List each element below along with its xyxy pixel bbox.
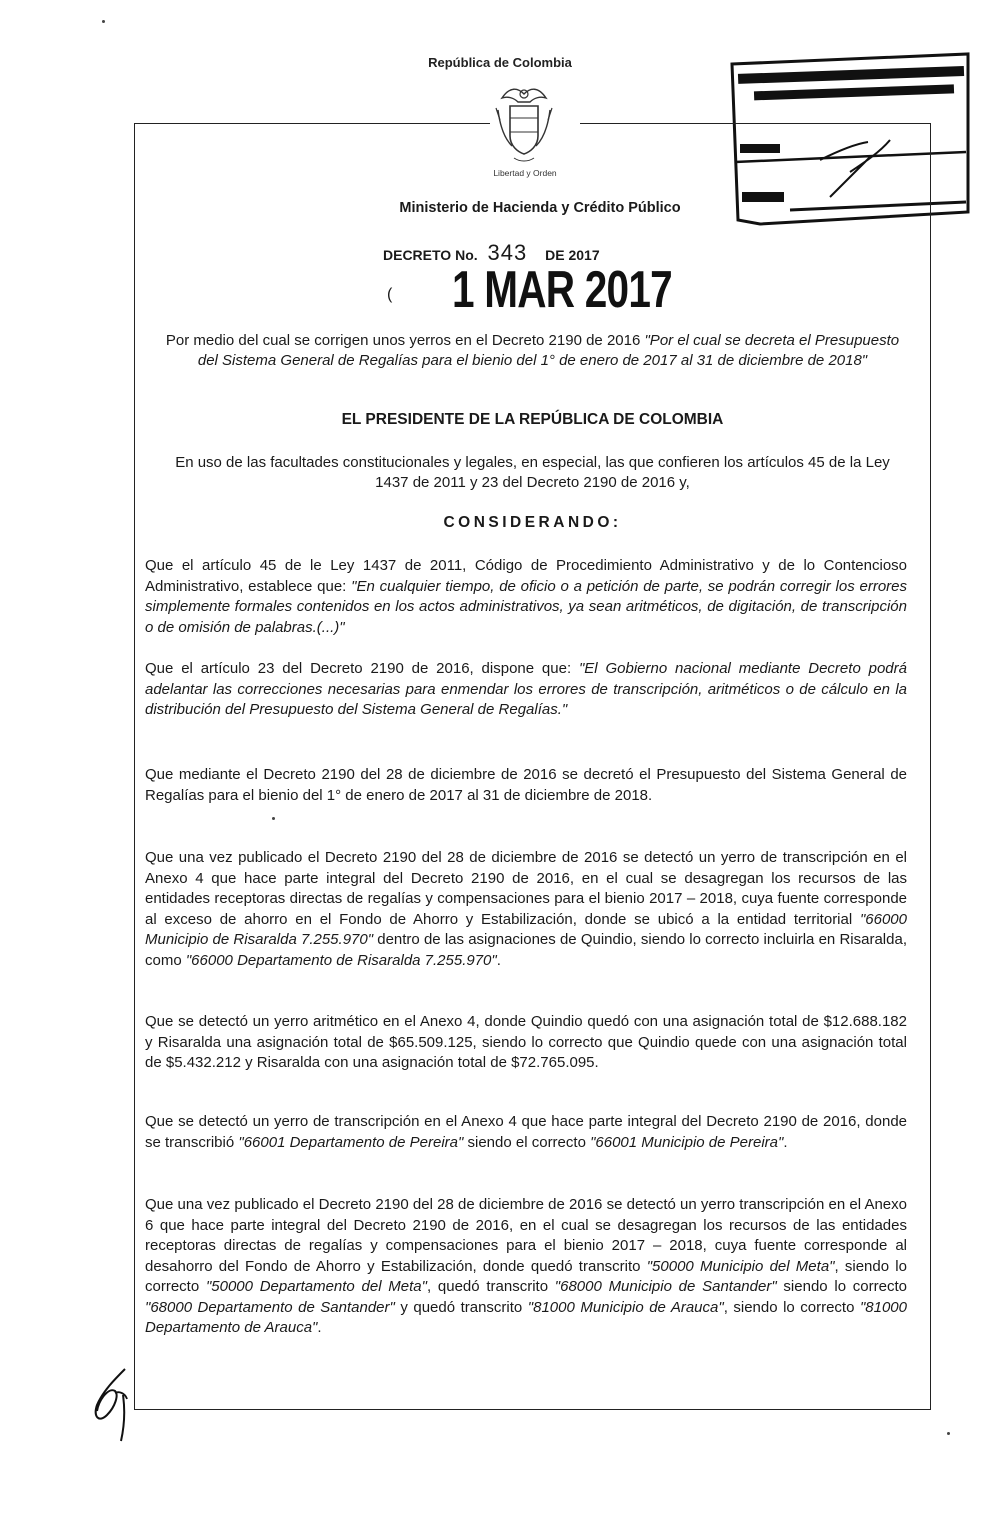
summary-text: Por medio del cual se corrigen unos yerros en el Decreto 2190 de 2016 xyxy=(165,332,645,349)
paragraph-6: Que se detectó un yerro de transcripción en el Anexo 4 que hace parte integral del Decreto 2190 de 2016, donde se transcribió "66001 Departamento de Pereira" siendo el correcto "66001 Municipio de Pereira". xyxy=(145,1113,907,1151)
decree-label: DECRETO No. xyxy=(383,247,478,263)
decree-number: 343 xyxy=(487,240,528,265)
paragraph-7: Que una vez publicado el Decreto 2190 del 28 de diciembre de 2016 se detectó un yerro transcripción en el Anexo 6 que hace parte integral del Decreto 2190 de 2016, en el cual se desagregan los recursos de las entidades receptoras directas de regalías y compensaciones para el bienio 2017 – 2018, cuya fuente corresponde al desahorro del Fondo de Ahorro y Estabilización, donde quedó transcrito "50000 Municipio del Meta", siendo lo correcto "50000 Departamento del Meta", quedó transcrito "68000 Municipio de Santander" siendo lo correcto "68000 Departamento de Santander" y quedó transcrito "81000 Municipio de Arauca", siendo lo correcto "81000 Departamento de Arauca". xyxy=(145,1196,907,1336)
paragraph-1 xyxy=(145,556,907,638)
motto-text: Libertad y Orden xyxy=(493,168,557,178)
p1-quote: "En cualquier tiempo, de oficio o a petición de parte, se podrán corregir los errores simplemente formales contenidos en los actos administrativos, ya sean aritméticos, de digitación, de transcripción o de omisión de palabras.(...)" xyxy=(145,577,907,636)
president-heading: EL PRESIDENTE DE LA REPÚBLICA DE COLOMBIA xyxy=(341,411,724,428)
considering-heading: CONSIDERANDO: xyxy=(443,514,622,531)
republic-heading: República de Colombia xyxy=(428,55,572,70)
faculties-text: En uso de las facultades constitucionales y legales, en especial, las que confieren los artículos 45 de la Ley 1437 de 2011 y 23 del Decreto 2190 de 2016 y, xyxy=(175,454,890,491)
summary-title: "Por el cual se decreta el Presupuesto del Sistema General de Regalías para el bienio del 1° de enero de 2017 al 31 de diciembre de 2018" xyxy=(197,332,900,369)
decree-summary xyxy=(160,331,905,371)
date-stamp: 1 MAR 2017 xyxy=(452,261,672,319)
p5-text: Que se detectó un yerro aritmético en el Anexo 4, donde Quindio quedó con una asignación total de $12.688.182 y Risaralda una asignación total de $65.509.125, siendo lo correcto que Quindio quede con una asignación total de $5.432.212 y Risaralda con una asignación total de $72.765.095. xyxy=(145,1013,907,1071)
p3-text: Que mediante el Decreto 2190 del 28 de diciembre de 2016 se decretó el Presupuesto del Sistema General de Regalías para el bienio del 1° de enero de 2017 al 31 de diciembre de 2018. xyxy=(145,766,907,804)
paragraph-2 xyxy=(145,659,907,721)
paragraph-4: Que una vez publicado el Decreto 2190 del 28 de diciembre de 2016 se detectó un yerro de transcripción en el Anexo 4 que hace parte integral del Decreto 2190 de 2016, en el cual se desagregan los recursos de las entidades receptoras directas de regalías y compensaciones para el bienio 2017 – 2018, cuya fuente corresponde al exceso de ahorro en el Fondo de Ahorro y Estabilización, donde se ubicó a la entidad territorial "66000 Municipio de Risaralda 7.255.970" dentro de las asignaciones de Quindio, siendo lo correcto incluirla en Risaralda, como "66000 Departamento de Risaralda 7.255.970". xyxy=(145,849,907,969)
p2-text: Que el artículo 23 del Decreto 2190 de 2016, dispone que: xyxy=(145,660,579,677)
p2-quote: "El Gobierno nacional mediante Decreto podrá adelantar las correcciones necesarias para enmendar los errores de transcripción, aritméticos o de cálculo en la distribución del Presupuesto del Sistema General de Regalías." xyxy=(145,660,907,718)
paragraph-5 xyxy=(145,1012,907,1074)
coat-of-arms-icon xyxy=(494,80,554,172)
open-parenthesis: ( xyxy=(387,286,393,303)
decree-year: DE 2017 xyxy=(545,247,600,263)
ministry-name: Ministerio de Hacienda y Crédito Público xyxy=(399,200,681,216)
handwritten-initial-icon xyxy=(85,1365,145,1445)
p1-text: Que el artículo 45 de le Ley 1437 de 2011, Código de Procedimiento Administrativo y de lo Contencioso Administrativo, establece que: xyxy=(145,557,907,595)
paragraph-3 xyxy=(145,765,907,806)
